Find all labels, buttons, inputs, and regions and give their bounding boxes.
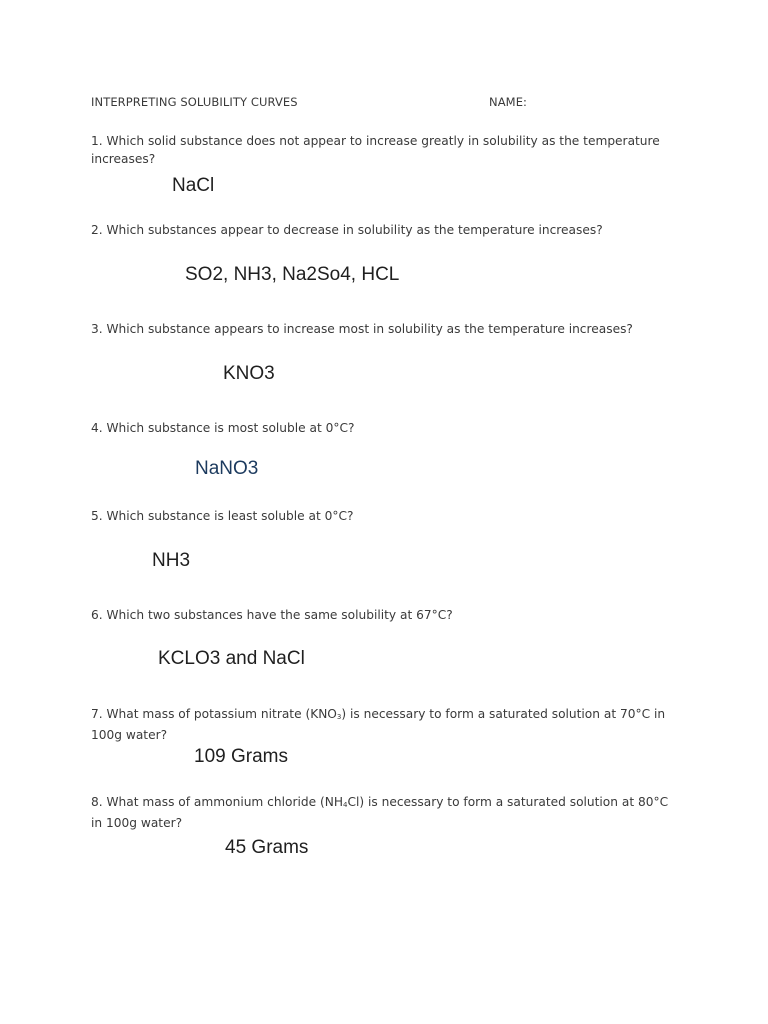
question-2: 2. Which substances appear to decrease in solubility as the temperature increases? <box>91 223 603 237</box>
question-3: 3. Which substance appears to increase most in solubility as the temperature increases? <box>91 322 633 336</box>
question-5: 5. Which substance is least soluble at 0°C? <box>91 509 354 523</box>
question-8-subscript: 4 <box>343 801 348 809</box>
name-label: NAME: <box>489 95 528 109</box>
answer-1: NaCl <box>172 175 215 196</box>
question-1: 1. Which solid substance does not appear to increase greatly in solubility as the temperature increases? <box>91 134 660 166</box>
question-8 <box>91 793 681 832</box>
answer-6: KCLO3 and NaCl <box>158 648 305 669</box>
question-8-text-before: 8. What mass of ammonium chloride (NH <box>91 795 343 809</box>
question-6: 6. Which two substances have the same solubility at 67°C? <box>91 608 453 622</box>
question-7-text-after: ) is necessary to form a saturated solution at 70°C in 100g water? <box>91 707 666 742</box>
question-4: 4. Which substance is most soluble at 0°C? <box>91 421 355 435</box>
question-7-subscript: 3 <box>336 713 342 721</box>
question-7-text-before: 7. What mass of potassium nitrate (KNO <box>91 707 337 721</box>
answer-3: KNO3 <box>223 363 275 384</box>
answer-7: 109 Grams <box>194 746 288 767</box>
page-title: INTERPRETING SOLUBILITY CURVES <box>91 95 298 109</box>
answer-8: 45 Grams <box>225 837 309 858</box>
question-8-text-after: Cl) is necessary to form a saturated solution at 80°C in 100g water? <box>91 795 669 830</box>
answer-4: NaNO3 <box>195 458 259 479</box>
answer-5: NH3 <box>152 550 191 571</box>
question-7 <box>91 705 681 744</box>
answer-2: SO2, NH3, Na2So4, HCL <box>185 264 400 285</box>
